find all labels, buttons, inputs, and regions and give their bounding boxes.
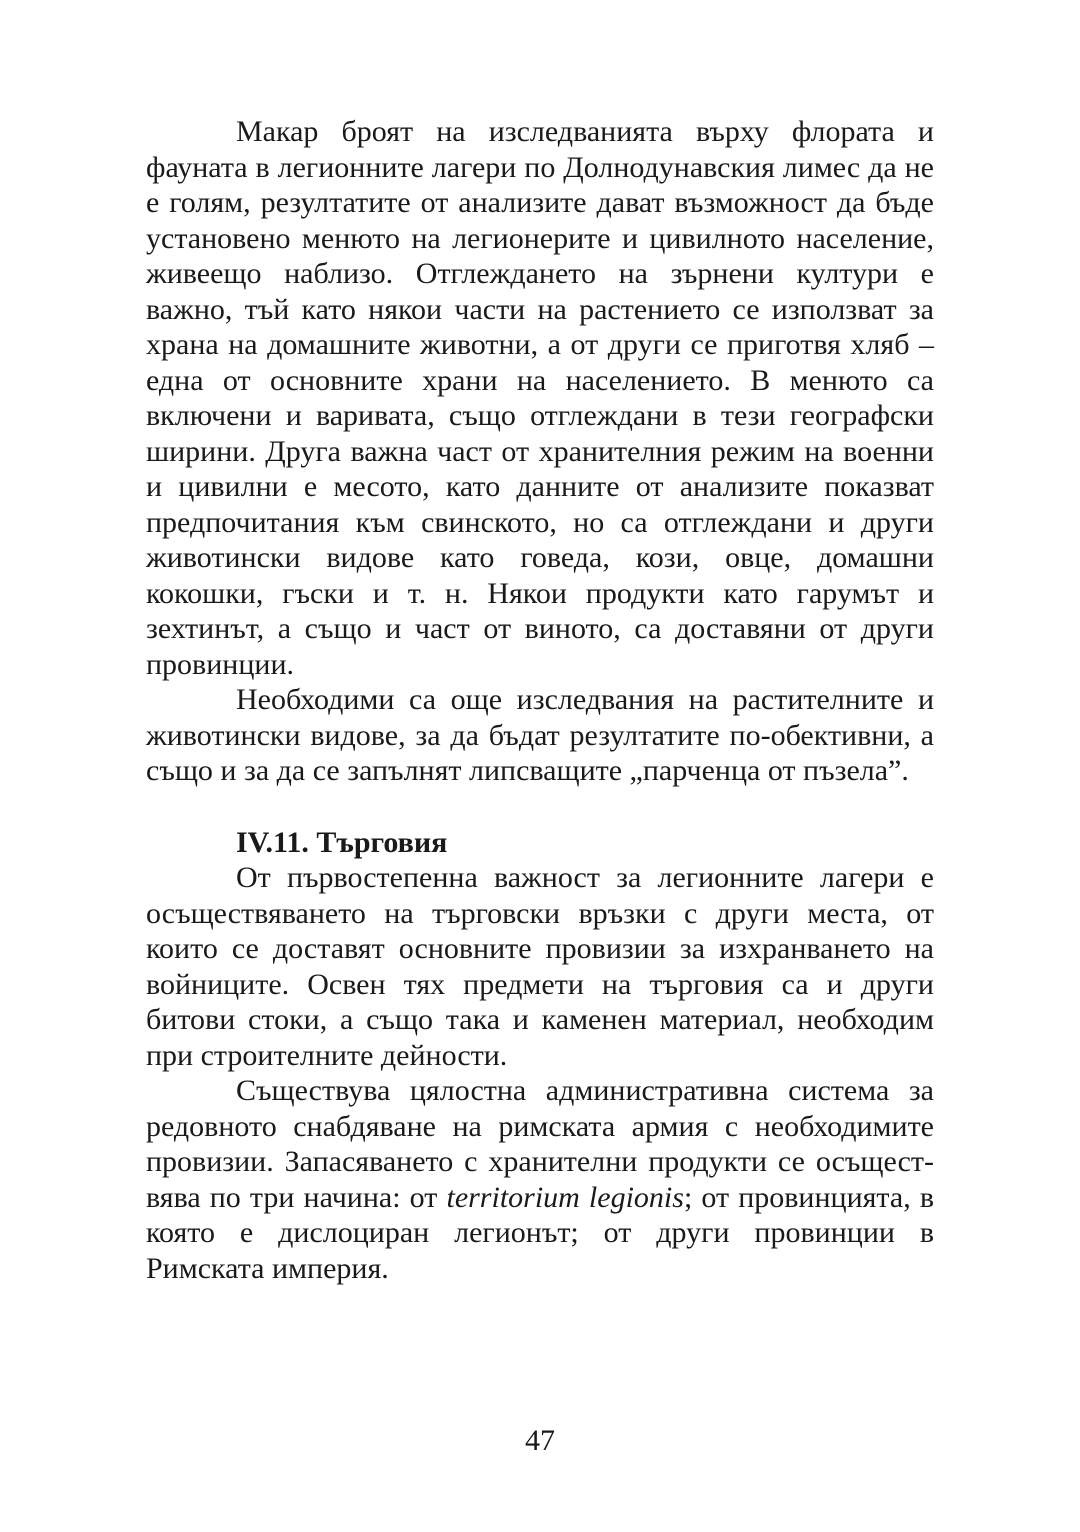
page-number: 47 [525,1424,555,1457]
body-text [146,114,934,1286]
paragraph-trade-importance: От първостепенна важност за легионните лагери е осъществяването на търговски връзки с други места, от които се доставят основните провизии за изхранването на войниците. Освен тях предмети на търговия са и други битови стоки, а също така и каменен материал, необходим при строителните дейности. [146,861,934,1072]
latin-term: territorium legionis [446,1180,684,1214]
supply-text-end: ; от провинцията, в която е дислоциран легионът; от други провинции в Римската империя. [146,1180,934,1285]
paragraph-supply-system [146,1073,934,1286]
paragraph-further-research: Необходими са още изследвания на растителните и животински видове, за да бъдат резултатите по-обективни, а също и за да се запълнят липсващите „парченца от пъзела”. [146,683,934,787]
paragraph-food-analysis: Макар броят на изследванията върху флората и фауната в легионните лагери по Долнодунавския лимес да не е голям, резултатите от анализите дават възможност да бъде установено менюто на легионерите и цивилното население, живеещо наблизо. Отглеждането на зърнени култури е важно, тъй като някои части на растението се използват за храна на домашните животни, а от други се приготвя хляб – една от основните храни на населението. В менюто са включени и варивата, също отглеждани в тези географски ширини. Друга важна част от хранителния режим на военни и цивилни е месото, като данните от анализите показват предпочитания към свинското, но са отглеждани и други животински видове като говеда, кози, овце, домашни кокошки, гъски и т. н. Някои продукти като гарумът и зехтинът, а също и част от виното, са доставяни от други провинции. [146,115,934,681]
section-heading-trade: IV.11. Търговия [236,825,448,859]
supply-text-start: Съществува цялостна административна система за редовното снабдяване на римската армия с необходимите провизии. Запасяването с хранителни продукти се осъщест-вява по три начина: от [146,1074,934,1214]
